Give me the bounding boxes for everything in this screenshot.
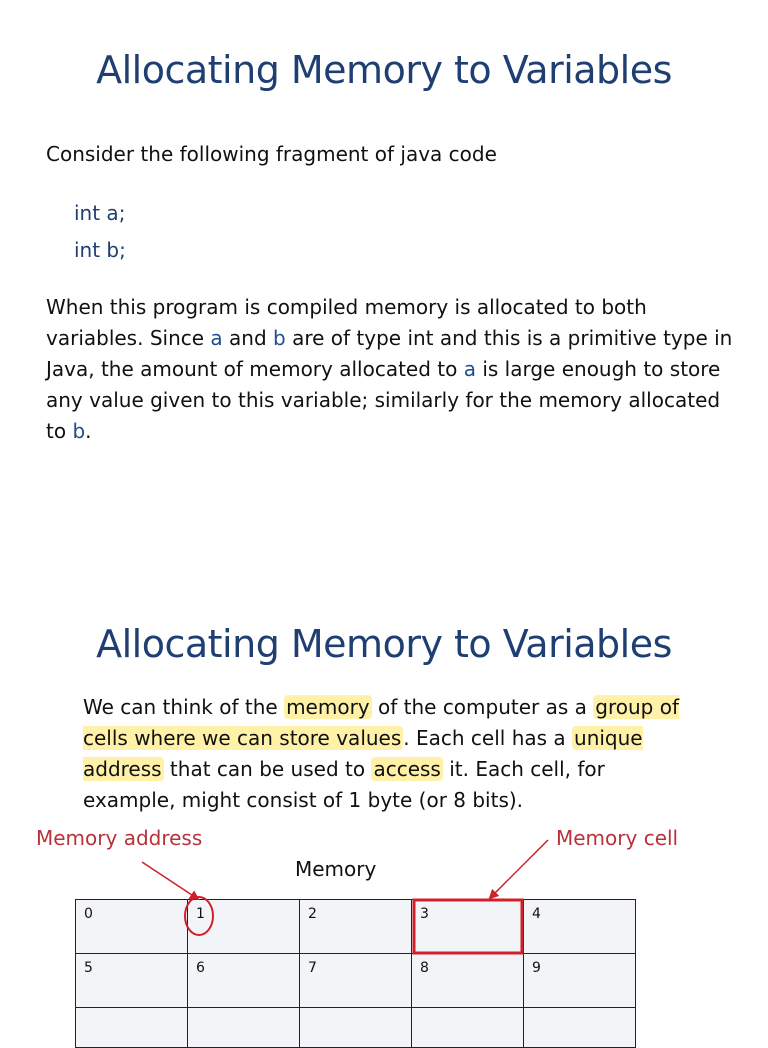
slide1-title: Allocating Memory to Variables xyxy=(96,48,672,92)
memory-grid xyxy=(75,899,636,1048)
memory-cell: 4 xyxy=(524,900,636,954)
text-run: that can be used to xyxy=(163,757,372,781)
memory-cell xyxy=(300,1008,412,1048)
allocation-paragraph xyxy=(46,292,746,447)
memory-cell: 3 xyxy=(412,900,524,954)
text-run: of the computer as a xyxy=(371,695,594,719)
memory-cell: 2 xyxy=(300,900,412,954)
text-run: is large enough to store any value given to this variable; similarly for the memory allocated to xyxy=(46,357,721,443)
memory-cell: 1 xyxy=(188,900,300,954)
text-run: We can think of the xyxy=(83,695,285,719)
memory-cell: 9 xyxy=(524,954,636,1008)
memory-cell: 0 xyxy=(76,900,188,954)
variable-b: b xyxy=(72,419,86,443)
variable-b: b xyxy=(273,326,286,350)
memory-cell: 5 xyxy=(76,954,188,1008)
highlight-unique-address: unique address xyxy=(83,726,643,781)
memory-cell-arrow xyxy=(490,840,548,898)
text-run: are of type int and this is a primitive type in Java, the amount of memory allocated to xyxy=(46,326,733,381)
memory-cell xyxy=(412,1008,524,1048)
memory-cell xyxy=(76,1008,188,1048)
memory-cell xyxy=(188,1008,300,1048)
text-run: . Each cell has a xyxy=(403,726,573,750)
memory-row xyxy=(76,900,636,954)
intro-text: Consider the following fragment of java code xyxy=(46,142,497,166)
text-run: it. Each cell, for example, might consist of 1 byte (or 8 bits). xyxy=(83,757,605,812)
memory-paragraph xyxy=(83,692,683,816)
text-run: When this program is compiled memory is allocated to both variables. Since xyxy=(46,295,647,350)
memory-cell: 7 xyxy=(300,954,412,1008)
memory-cell xyxy=(524,1008,636,1048)
code-line-1: int a; xyxy=(74,201,126,225)
text-run: and xyxy=(222,326,274,350)
variable-a: a xyxy=(463,357,476,381)
memory-cell-label: Memory cell xyxy=(556,826,679,850)
memory-caption: Memory xyxy=(295,857,377,881)
memory-row xyxy=(76,1008,636,1048)
memory-row xyxy=(76,954,636,1008)
memory-address-arrow xyxy=(142,862,198,899)
slide2-title: Allocating Memory to Variables xyxy=(96,622,672,666)
highlight-memory: memory xyxy=(286,695,370,719)
memory-cell: 6 xyxy=(188,954,300,1008)
variable-a: a xyxy=(210,326,223,350)
highlight-group-of-cells: group of cells where we can store values xyxy=(83,695,680,750)
memory-cell: 8 xyxy=(412,954,524,1008)
highlight-access: access xyxy=(373,757,441,781)
text-run: . xyxy=(85,419,92,443)
code-line-2: int b; xyxy=(74,238,126,262)
memory-address-label: Memory address xyxy=(36,826,203,850)
